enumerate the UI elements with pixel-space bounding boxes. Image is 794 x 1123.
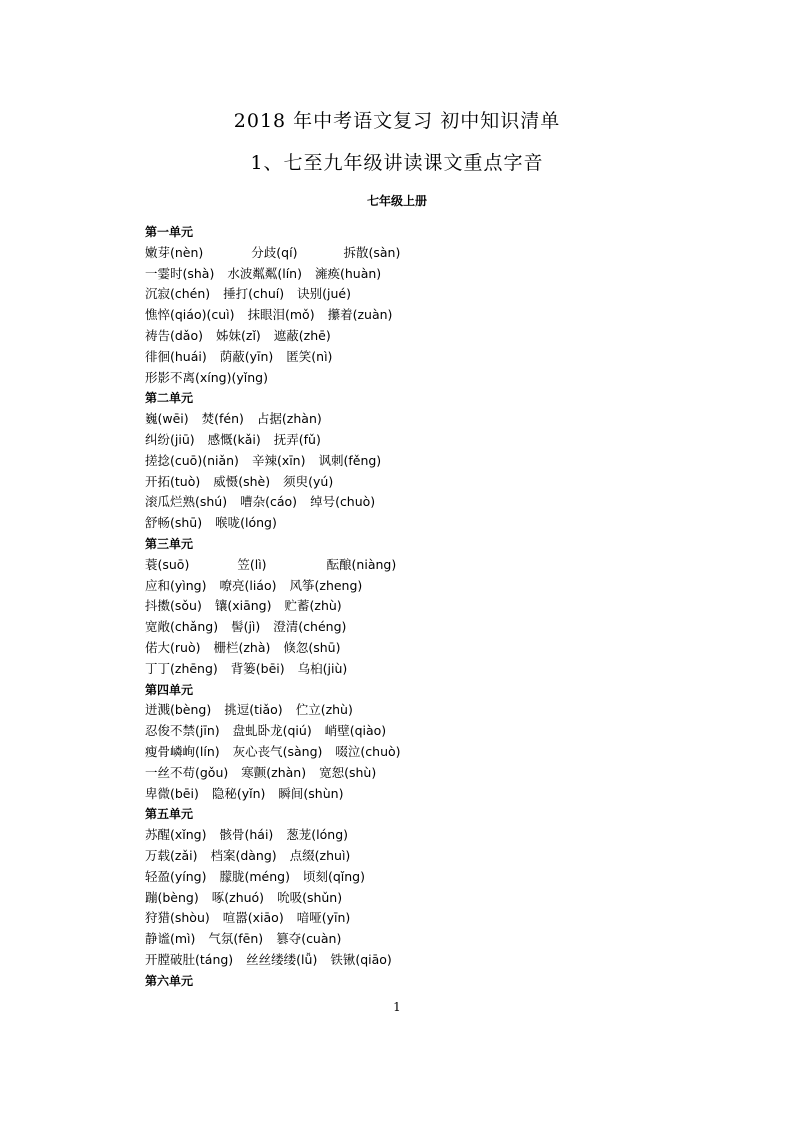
unit-heading: 第一单元 bbox=[145, 225, 194, 239]
word-entry: 瘦骨嶙峋(lín) bbox=[145, 743, 220, 759]
word-entry: 迸溅(bèng) bbox=[145, 702, 212, 718]
word-entry: 澭痪(huàn) bbox=[314, 265, 382, 281]
word-list bbox=[145, 222, 665, 991]
word-entry: 威慑(shè) bbox=[213, 473, 271, 489]
word-entry: 舒畅(shū) bbox=[145, 515, 203, 531]
word-entry: 嘹亮(liáo) bbox=[219, 577, 277, 593]
document-subtitle: 1、七至九年级讲读课文重点字音 bbox=[250, 152, 544, 174]
word-entry: 绰号(chuò) bbox=[310, 494, 376, 510]
word-entry: 髻(jì) bbox=[231, 619, 261, 635]
word-entry: 酝酿(niàng) bbox=[326, 556, 397, 572]
page-number: 1 bbox=[393, 1000, 401, 1014]
word-entry: 一丝不苟(gǒu) bbox=[145, 764, 229, 780]
word-entry: 苏醒(xǐng) bbox=[145, 827, 207, 843]
word-entry: 遮蔽(zhē) bbox=[273, 327, 331, 343]
word-entry: 宽敞(chǎng) bbox=[145, 619, 219, 635]
word-line bbox=[145, 409, 665, 430]
word-entry: 丁丁(zhēng) bbox=[145, 660, 218, 676]
word-entry: 荫蔽(yīn) bbox=[219, 348, 274, 364]
word-line bbox=[145, 326, 665, 347]
word-entry: 占据(zhàn) bbox=[256, 411, 322, 427]
word-entry: 篡夺(cuàn) bbox=[276, 931, 342, 947]
word-line bbox=[145, 867, 665, 888]
word-entry: 贮蓄(zhù) bbox=[284, 598, 342, 614]
word-entry: 隐秘(yǐn) bbox=[211, 785, 266, 801]
word-entry: 档案(dàng) bbox=[210, 847, 277, 863]
word-entry: 辛辣(xīn) bbox=[251, 452, 306, 468]
word-entry: 卑微(bēi) bbox=[145, 785, 199, 801]
word-line bbox=[145, 555, 665, 576]
word-entry: 讽刺(fěng) bbox=[318, 452, 382, 468]
word-entry: 巍(wēi) bbox=[145, 411, 189, 427]
word-entry: 葱茏(lóng) bbox=[286, 827, 349, 843]
word-line bbox=[145, 659, 665, 680]
word-entry: 攥着(zuàn) bbox=[327, 307, 393, 323]
word-entry: 伫立(zhù) bbox=[295, 702, 353, 718]
word-line bbox=[145, 368, 665, 389]
word-entry: 气氛(fēn) bbox=[208, 931, 264, 947]
word-entry: 吮吸(shǔn) bbox=[277, 889, 343, 905]
word-entry: 喑哑(yīn) bbox=[296, 910, 351, 926]
word-entry: 点缀(zhuì) bbox=[289, 847, 351, 863]
word-entry: 开膛破肚(táng) bbox=[145, 951, 234, 967]
word-entry: 嘈杂(cáo) bbox=[240, 494, 298, 510]
unit-heading: 第二单元 bbox=[145, 391, 194, 406]
unit-heading: 第三单元 bbox=[145, 536, 194, 551]
word-entry: 形影不离(xíng)(yǐng) bbox=[145, 369, 268, 385]
word-entry: 峭壁(qiào) bbox=[324, 723, 387, 739]
word-entry: 轻盈(yíng) bbox=[145, 868, 207, 884]
word-line bbox=[145, 617, 665, 638]
word-line bbox=[145, 950, 665, 971]
word-entry: 风筝(zheng) bbox=[289, 577, 363, 593]
word-entry: 铁锹(qiāo) bbox=[330, 951, 392, 967]
word-line bbox=[145, 825, 665, 846]
document-title: 2018 年中考语文复习 初中知识清单 bbox=[233, 110, 561, 132]
word-entry: 蓑(suō) bbox=[145, 556, 190, 572]
word-entry: 憔悴(qiáo)(cuì) bbox=[145, 307, 235, 323]
word-entry: 拆散(sàn) bbox=[343, 244, 401, 260]
word-entry: 感慨(kǎi) bbox=[207, 431, 261, 447]
word-entry: 忍俊不禁(jīn) bbox=[145, 723, 220, 739]
word-entry: 倏忽(shū) bbox=[283, 639, 341, 655]
word-entry: 祷告(dǎo) bbox=[145, 327, 203, 343]
word-entry: 诀别(jué) bbox=[297, 286, 351, 302]
word-line bbox=[145, 492, 665, 513]
word-line bbox=[145, 596, 665, 617]
word-line bbox=[145, 430, 665, 451]
word-entry: 捶打(chuí) bbox=[223, 286, 285, 302]
word-line bbox=[145, 513, 665, 534]
word-line bbox=[145, 721, 665, 742]
word-entry: 瞬间(shùn) bbox=[278, 785, 344, 801]
word-entry: 偌大(ruò) bbox=[145, 639, 201, 655]
word-line bbox=[145, 243, 665, 264]
word-line bbox=[145, 742, 665, 763]
word-entry: 徘徊(huái) bbox=[145, 348, 207, 364]
word-entry: 滚瓜烂熟(shú) bbox=[145, 494, 228, 510]
word-line bbox=[145, 472, 665, 493]
word-entry: 朦胧(méng) bbox=[219, 868, 290, 884]
word-entry: 静谧(mì) bbox=[145, 931, 196, 947]
word-entry: 啜泣(chuò) bbox=[335, 743, 401, 759]
word-entry: 抖擞(sǒu) bbox=[145, 598, 202, 614]
word-entry: 澄清(chéng) bbox=[273, 619, 347, 635]
word-entry: 纠纷(jiū) bbox=[145, 431, 195, 447]
word-entry: 喧嚣(xiāo) bbox=[222, 910, 284, 926]
unit-heading: 第六单元 bbox=[145, 973, 194, 988]
word-line bbox=[145, 763, 665, 784]
word-entry: 顷刻(qǐng) bbox=[302, 868, 365, 884]
word-line bbox=[145, 929, 665, 950]
word-entry: 焚(fén) bbox=[201, 411, 244, 427]
word-line bbox=[145, 700, 665, 721]
word-entry: 喉咙(lóng) bbox=[215, 515, 277, 531]
word-entry: 镶(xiāng) bbox=[214, 598, 272, 614]
word-entry: 嫩芽(nèn) bbox=[145, 244, 204, 260]
word-entry: 匿笑(nì) bbox=[286, 348, 333, 364]
word-entry: 骸骨(hái) bbox=[219, 827, 274, 843]
word-line bbox=[145, 846, 665, 867]
word-line bbox=[145, 638, 665, 659]
word-entry: 寒颤(zhàn) bbox=[241, 764, 307, 780]
word-entry: 沉寂(chén) bbox=[145, 286, 211, 302]
word-entry: 水波粼粼(lín) bbox=[227, 265, 302, 281]
word-line bbox=[145, 347, 665, 368]
word-line bbox=[145, 784, 665, 805]
word-line bbox=[145, 888, 665, 909]
word-entry: 分歧(qí) bbox=[251, 244, 298, 260]
word-entry: 抹眼泪(mǒ) bbox=[247, 307, 315, 323]
word-entry: 万载(zǎi) bbox=[145, 847, 198, 863]
word-entry: 笠(lì) bbox=[237, 556, 267, 572]
word-entry: 一霎时(shà) bbox=[145, 265, 215, 281]
word-entry: 挑逗(tiǎo) bbox=[224, 702, 283, 718]
word-line bbox=[145, 284, 665, 305]
word-entry: 狩猎(shòu) bbox=[145, 910, 210, 926]
word-entry: 盘虬卧龙(qiú) bbox=[232, 723, 312, 739]
word-entry: 啄(zhuó) bbox=[211, 889, 265, 905]
unit-heading: 第五单元 bbox=[145, 807, 194, 822]
word-entry: 蹦(bèng) bbox=[145, 889, 199, 905]
word-entry: 丝丝缕缕(lǚ) bbox=[246, 951, 318, 967]
word-entry: 搓捻(cuō)(niǎn) bbox=[145, 452, 239, 468]
word-entry: 乌桕(jiù) bbox=[297, 660, 348, 676]
word-entry: 灰心丧气(sàng) bbox=[232, 743, 323, 759]
word-line bbox=[145, 451, 665, 472]
word-entry: 应和(yìng) bbox=[145, 577, 207, 593]
section-heading: 七年级上册 bbox=[366, 194, 427, 208]
unit-heading: 第四单元 bbox=[145, 682, 194, 697]
word-line bbox=[145, 908, 665, 929]
word-line bbox=[145, 576, 665, 597]
word-entry: 开拓(tuò) bbox=[145, 473, 201, 489]
word-entry: 背篓(bēi) bbox=[230, 660, 285, 676]
word-line bbox=[145, 264, 665, 285]
word-line bbox=[145, 305, 665, 326]
word-entry: 须臾(yú) bbox=[283, 473, 334, 489]
word-entry: 宽恕(shù) bbox=[319, 764, 377, 780]
word-entry: 姊妹(zǐ) bbox=[216, 327, 261, 343]
word-entry: 栅栏(zhà) bbox=[213, 639, 271, 655]
word-entry: 抚弄(fǔ) bbox=[273, 431, 321, 447]
